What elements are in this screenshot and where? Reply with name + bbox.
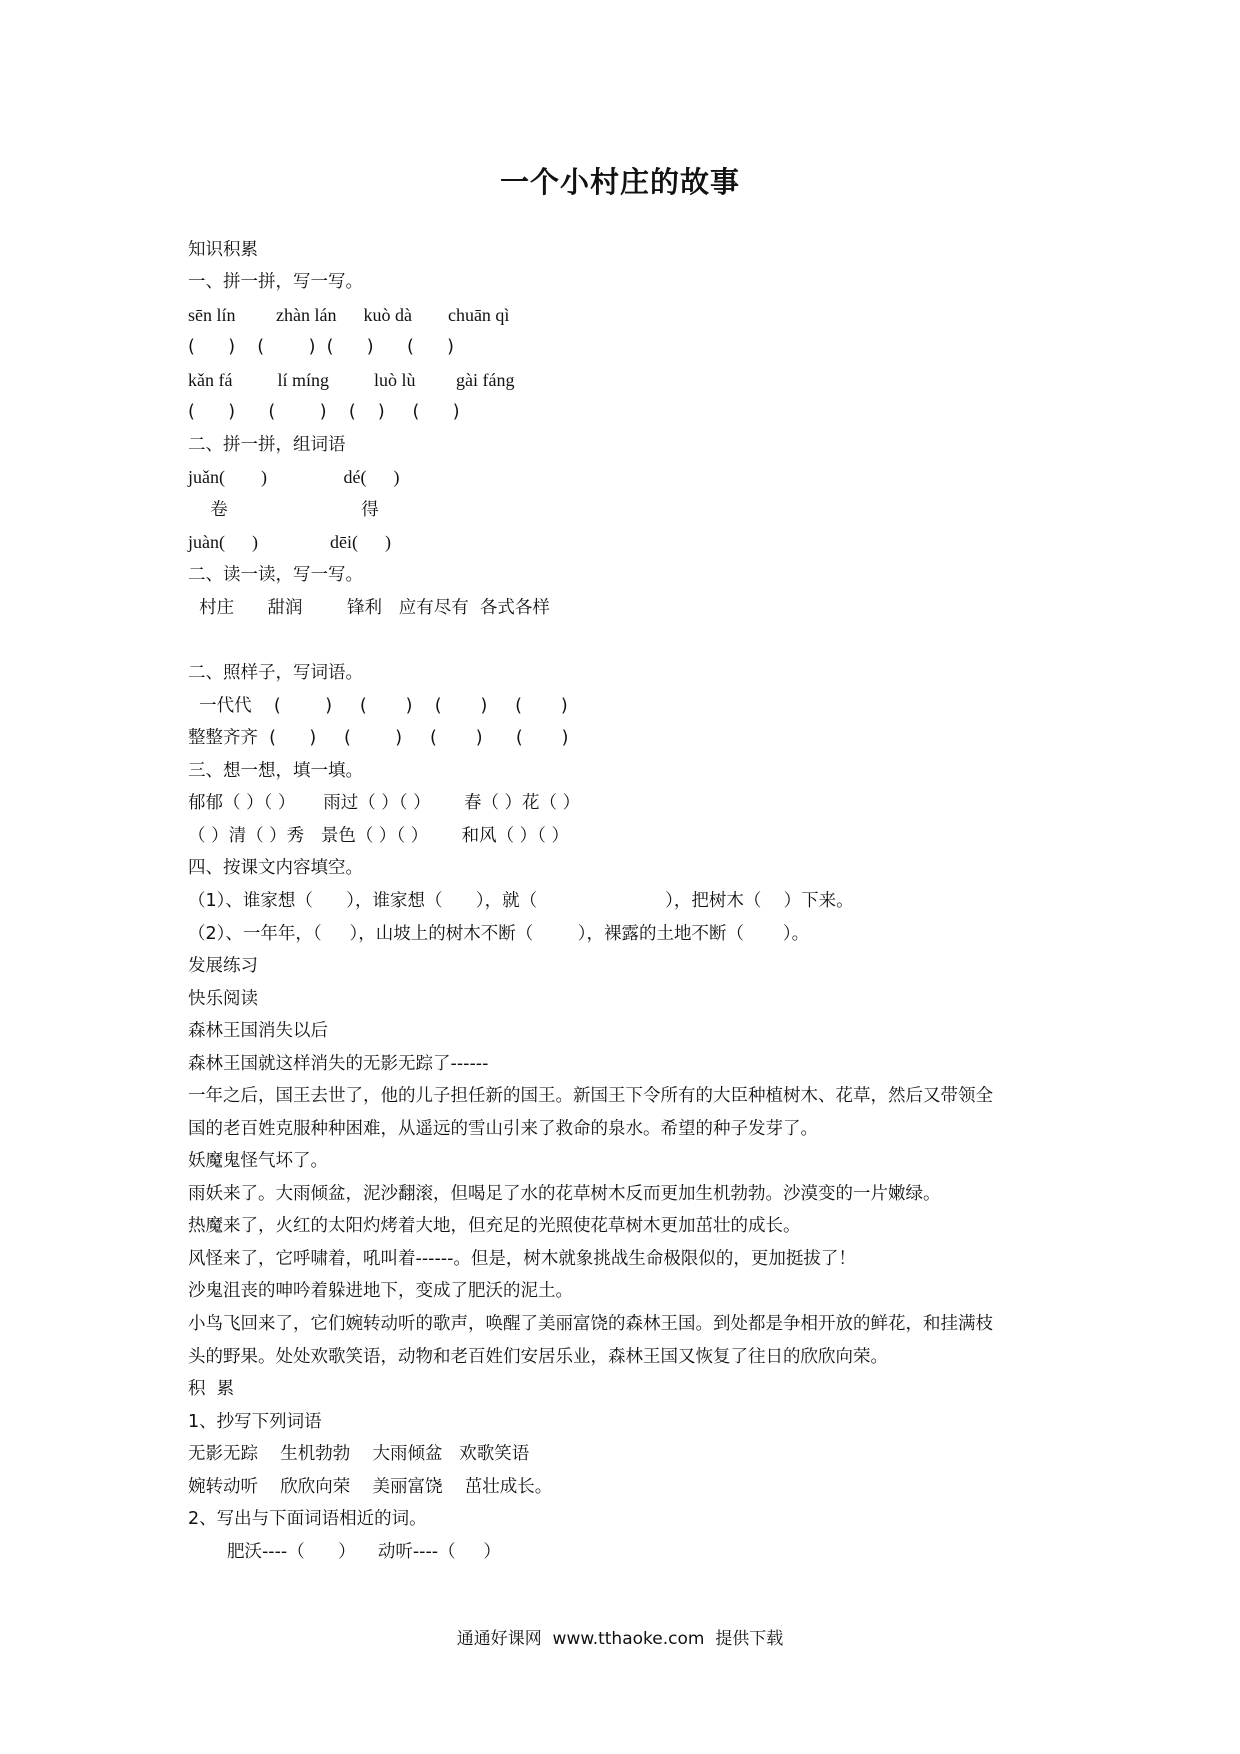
text-line: 四、按课文内容填空。 <box>188 858 363 878</box>
text-line: 森林王国就这样消失的无影无踪了------ <box>188 1054 489 1074</box>
text-line: juǎn( ) dé( ) <box>188 467 400 487</box>
text-line: 森林王国消失以后 <box>188 1021 328 1041</box>
text-line: ( ) ( ) ( ) ( ) <box>188 402 460 422</box>
page-title: 一个小村庄的故事 <box>499 165 740 199</box>
text-line: 村庄 甜润 锋利 应有尽有 各式各样 <box>188 598 550 618</box>
text-line: 1、抄写下列词语 <box>188 1412 322 1432</box>
page-footer: 通通好课网 www.tthaoke.com 提供下载 <box>456 1629 784 1649</box>
text-line: 国的老百姓克服种种困难，从遥远的雪山引来了救命的泉水。希望的种子发芽了。 <box>188 1119 818 1139</box>
text-line: 肥沃----（ ） 动听----（ ） <box>188 1542 501 1562</box>
text-line: ( ) ( ) ( ) ( ) <box>188 337 455 357</box>
text-line: 三、想一想，填一填。 <box>188 761 363 781</box>
text-line: 积 累 <box>188 1379 235 1399</box>
text-line: 头的野果。处处欢歌笑语，动物和老百姓们安居乐业，森林王国又恢复了往日的欣欣向荣。 <box>188 1347 888 1367</box>
text-line: 二、拼一拼，组词语 <box>188 435 346 455</box>
text-line: 雨妖来了。大雨倾盆，泥沙翻滚，但喝足了水的花草树木反而更加生机勃勃。沙漠变的一片嫩绿。 <box>188 1184 941 1204</box>
text-line: 2、写出与下面词语相近的词。 <box>188 1509 427 1529</box>
text-line: 婉转动听 欣欣向荣 美丽富饶 茁壮成长。 <box>188 1477 553 1497</box>
text-line: 妖魔鬼怪气坏了。 <box>188 1151 328 1171</box>
text-line: 风怪来了，它呼啸着，吼叫着------。但是，树木就象挑战生命极限似的，更加挺拔了！ <box>188 1249 856 1269</box>
text-line: （1）、谁家想（ ），谁家想（ ），就（ ），把树木（ ）下来。 <box>188 891 854 911</box>
text-line: 卷 得 <box>188 500 379 520</box>
text-line: 二、照样子，写词语。 <box>188 663 363 683</box>
text-line: （2）、一年年，（ ），山坡上的树木不断（ ），裸露的土地不断（ ）。 <box>188 924 810 944</box>
text-line: kǎn fá lí míng luò lù gài fáng <box>188 370 515 390</box>
text-line: （ ）清（ ）秀 景色（ ）（ ） 和风（ ）（ ） <box>188 826 569 846</box>
text-line: 郁郁（ ）（ ） 雨过（ ）（ ） 春（ ）花（ ） <box>188 793 581 813</box>
text-line: 无影无踪 生机勃勃 大雨倾盆 欢歌笑语 <box>188 1444 530 1464</box>
text-line: 快乐阅读 <box>188 989 258 1009</box>
text-line: juàn( ) dēi( ) <box>188 532 391 552</box>
text-line: 沙鬼沮丧的呻吟着躲进地下，变成了肥沃的泥土。 <box>188 1281 573 1301</box>
text-line: sēn lín zhàn lán kuò dà chuān qì <box>188 305 510 325</box>
text-line: 整整齐齐 ( ) ( ) ( ) ( ) <box>188 728 569 748</box>
text-line: 一代代 ( ) ( ) ( ) ( ) <box>188 696 568 716</box>
text-line: 发展练习 <box>188 956 258 976</box>
text-line: 一、拼一拼，写一写。 <box>188 272 363 292</box>
text-line: 一年之后，国王去世了，他的儿子担任新的国王。新国王下令所有的大臣种植树木、花草，然后又带领全 <box>188 1086 993 1106</box>
text-line: 二、读一读，写一写。 <box>188 565 363 585</box>
text-line: 知识积累 <box>188 240 258 260</box>
text-line: 小鸟飞回来了，它们婉转动听的歌声，唤醒了美丽富饶的森林王国。到处都是争相开放的鲜花，和挂满枝 <box>188 1314 993 1334</box>
text-line: 热魔来了，火红的太阳灼烤着大地，但充足的光照使花草树木更加茁壮的成长。 <box>188 1216 801 1236</box>
